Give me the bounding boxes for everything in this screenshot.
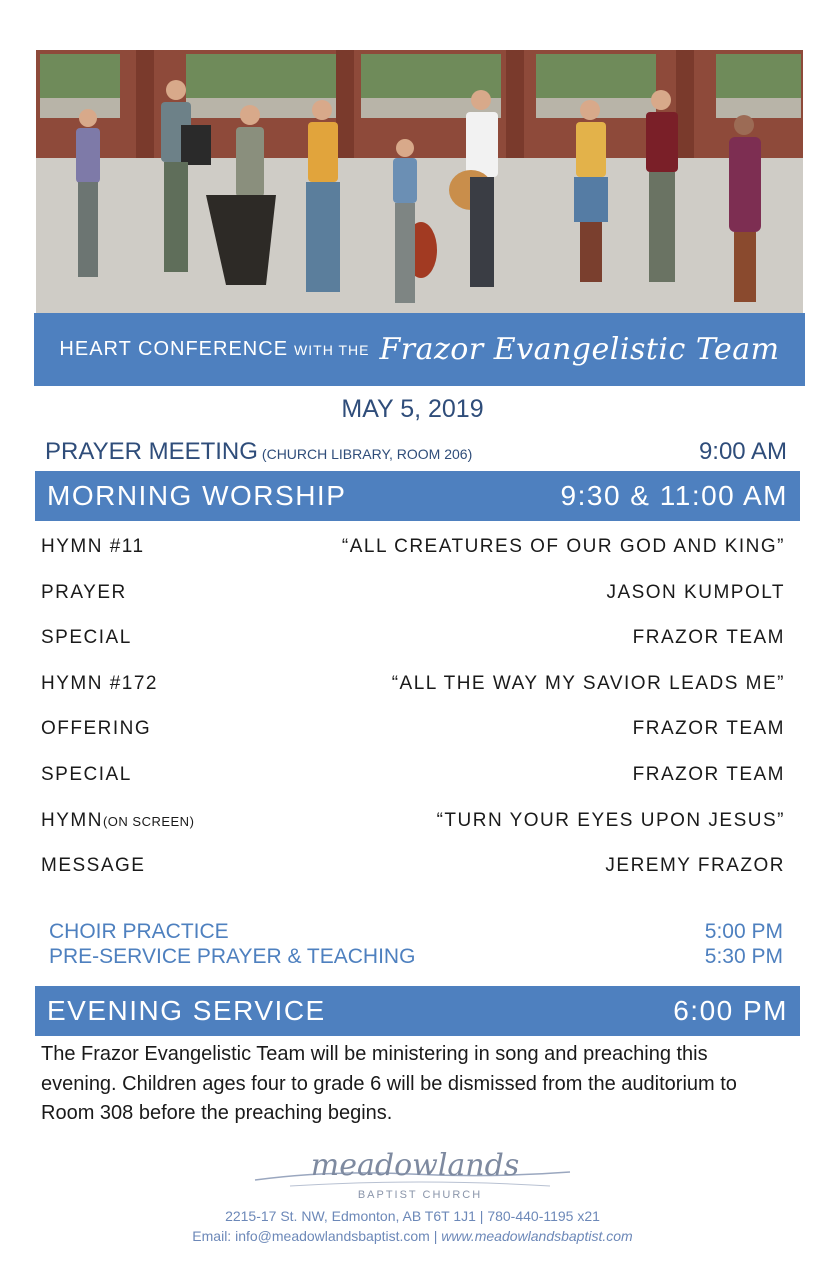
- service-item-detail: JASON KUMPOLT: [606, 581, 785, 603]
- service-item: [41, 716, 785, 762]
- service-item-label-main: HYMN: [41, 809, 103, 831]
- service-item: [41, 808, 785, 854]
- evening-item-label: CHOIR PRACTICE: [49, 920, 229, 943]
- service-item-label: HYMN #172: [41, 672, 158, 694]
- logo-wordmark: meadowlands: [310, 1150, 520, 1183]
- evening-service-label: EVENING SERVICE: [47, 995, 326, 1026]
- service-item-detail: FRAZOR TEAM: [632, 627, 785, 649]
- service-item-label: SPECIAL: [41, 627, 132, 649]
- morning-worship-label: MORNING WORSHIP: [47, 480, 347, 511]
- evening-item-time: 5:30 PM: [704, 945, 783, 968]
- evening-service-time: 6:00 PM: [673, 995, 788, 1026]
- banner-connector: WITH THE: [294, 341, 370, 358]
- footer-address: 2215-17 St. NW, Edmonton, AB T6T 1J1 | 780-440-1195 x21: [225, 1208, 600, 1224]
- conference-banner: [34, 313, 805, 386]
- service-item-detail: JEREMY FRAZOR: [605, 855, 785, 877]
- evening-service-header: [35, 986, 800, 1036]
- evening-preliminaries: [49, 920, 783, 970]
- evening-item-label: PRE-SERVICE PRAYER & TEACHING: [49, 945, 416, 968]
- prayer-meeting-row: [45, 438, 787, 470]
- footer-website[interactable]: www.meadowlandsbaptist.com: [441, 1228, 633, 1244]
- footer-contact: [0, 1228, 825, 1244]
- service-item-label: PRAYER: [41, 581, 127, 603]
- church-logo: [250, 1150, 580, 1205]
- service-item-detail: “ALL THE WAY MY SAVIOR LEADS ME”: [391, 672, 785, 694]
- evening-item: [49, 945, 783, 970]
- footer-email[interactable]: Email: info@meadowlandsbaptist.com |: [192, 1228, 442, 1244]
- evening-item: [49, 920, 783, 945]
- prayer-meeting-label: PRAYER MEETING: [45, 438, 258, 465]
- service-item-label: OFFERING: [41, 718, 152, 740]
- service-item-label: SPECIAL: [41, 763, 132, 785]
- service-item: [41, 853, 785, 899]
- morning-worship-time: 9:30 & 11:00 AM: [560, 480, 788, 511]
- service-item: [41, 671, 785, 717]
- service-item-detail: “TURN YOUR EYES UPON JESUS”: [436, 809, 785, 831]
- prayer-meeting-time: 9:00 AM: [698, 438, 787, 465]
- service-item: [41, 625, 785, 671]
- logo-subtitle: BAPTIST CHURCH: [357, 1189, 483, 1201]
- service-item: [41, 762, 785, 808]
- banner-team-name: Frazor Evangelistic Team: [379, 332, 780, 367]
- service-item-label-note: (ON SCREEN): [102, 813, 195, 829]
- service-item-label: [41, 810, 194, 832]
- order-of-service: [41, 534, 785, 899]
- team-photo: [36, 50, 803, 313]
- evening-item-time: 5:00 PM: [704, 920, 783, 943]
- service-item-detail: “ALL CREATURES OF OUR GOD AND KING”: [341, 536, 785, 557]
- event-date: MAY 5, 2019: [341, 395, 484, 423]
- service-item-detail: FRAZOR TEAM: [632, 763, 785, 785]
- banner-title: HEART CONFERENCE: [59, 338, 289, 360]
- service-item-label: HYMN #11: [41, 536, 145, 557]
- service-item-label: MESSAGE: [41, 855, 146, 877]
- prayer-meeting-location: (CHURCH LIBRARY, ROOM 206): [261, 446, 473, 462]
- morning-worship-header: [35, 471, 800, 521]
- service-item: [41, 580, 785, 626]
- service-item: [41, 534, 785, 580]
- evening-description: The Frazor Evangelistic Team will be ministering in song and preaching this evening. Children ages four to grade 6 will be dismissed from the auditorium to Room 308 before the preaching begins.: [41, 1043, 737, 1124]
- service-item-detail: FRAZOR TEAM: [632, 718, 785, 740]
